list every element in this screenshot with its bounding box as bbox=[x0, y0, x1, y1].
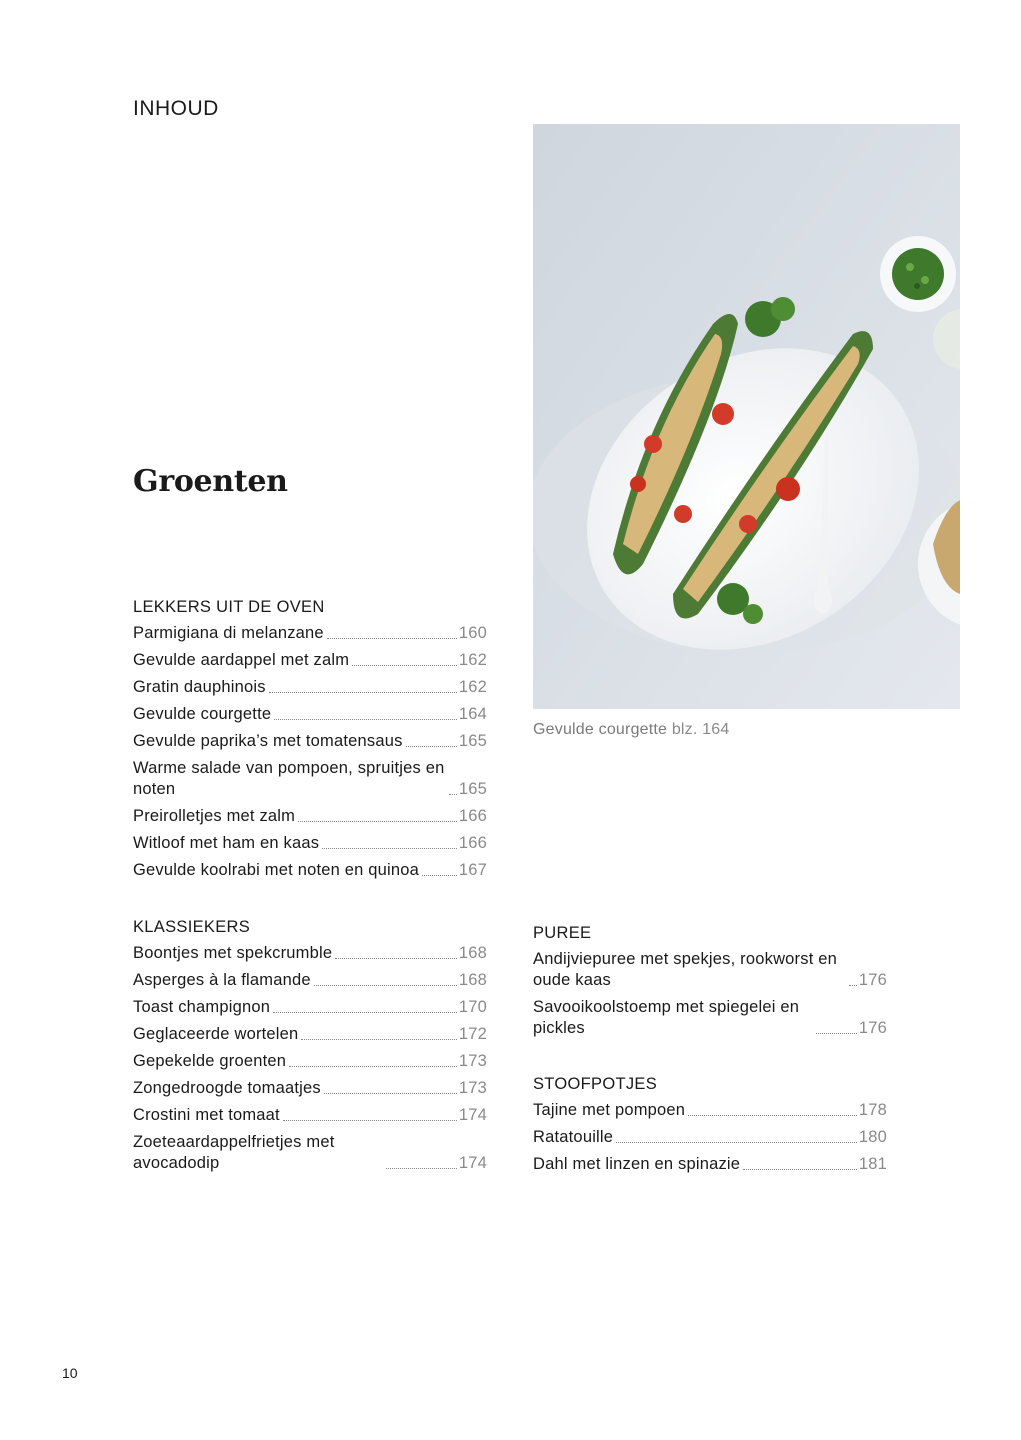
entry-page: 167 bbox=[458, 861, 487, 879]
section-title: STOOFPOTJES bbox=[533, 1075, 658, 1093]
entry-title: Warme salade van pompoen, spruitjes en noten bbox=[133, 759, 445, 798]
section-oven bbox=[133, 596, 487, 887]
entry-page: 172 bbox=[458, 1025, 487, 1043]
entry-page: 166 bbox=[458, 834, 487, 852]
entry-title: Gevulde paprika’s met tomatensaus bbox=[133, 732, 403, 750]
leader-dots bbox=[849, 985, 857, 986]
section-stoofpotjes bbox=[533, 1073, 887, 1181]
leader-dots bbox=[289, 1066, 457, 1067]
toc-entry[interactable] bbox=[133, 997, 487, 1018]
entry-page: 174 bbox=[458, 1154, 487, 1172]
entry-page: 180 bbox=[858, 1128, 887, 1146]
entry-page: 168 bbox=[458, 944, 487, 962]
page-header: INHOUD bbox=[133, 97, 219, 120]
toc-entry[interactable] bbox=[133, 704, 487, 725]
toc-entry[interactable] bbox=[133, 943, 487, 964]
entry-title: Geglaceerde wortelen bbox=[133, 1025, 299, 1043]
entry-title: Zongedroogde tomaatjes bbox=[133, 1079, 321, 1097]
toc-entry[interactable] bbox=[133, 1105, 487, 1126]
leader-dots bbox=[816, 1033, 857, 1034]
entry-title: Asperges à la flamande bbox=[133, 971, 311, 989]
leader-dots bbox=[616, 1142, 857, 1143]
leader-dots bbox=[386, 1168, 457, 1169]
section-title: PUREE bbox=[533, 924, 592, 942]
toc-entry[interactable] bbox=[133, 758, 487, 800]
entry-page: 176 bbox=[858, 1019, 887, 1037]
chapter-title: Groenten bbox=[133, 464, 288, 499]
leader-dots bbox=[335, 958, 457, 959]
toc-entry[interactable] bbox=[133, 970, 487, 991]
entry-title: Ratatouille bbox=[533, 1128, 614, 1146]
leader-dots bbox=[322, 848, 457, 849]
entry-page: 176 bbox=[858, 971, 887, 989]
leader-dots bbox=[324, 1093, 457, 1094]
toc-entry[interactable] bbox=[133, 1024, 487, 1045]
entry-title: Tajine met pompoen bbox=[533, 1101, 686, 1119]
entry-page: 173 bbox=[458, 1079, 487, 1097]
leader-dots bbox=[301, 1039, 456, 1040]
entry-title: Witloof met ham en kaas bbox=[133, 834, 320, 852]
section-puree bbox=[533, 922, 887, 1045]
entry-title: Gevulde koolrabi met noten en quinoa bbox=[133, 861, 420, 879]
entry-title: Gepekelde groenten bbox=[133, 1052, 287, 1070]
leader-dots bbox=[743, 1169, 857, 1170]
section-title: KLASSIEKERS bbox=[133, 918, 251, 936]
toc-entry[interactable] bbox=[533, 1127, 887, 1148]
leader-dots bbox=[352, 665, 457, 666]
dish-photo bbox=[533, 124, 960, 709]
toc-entry[interactable] bbox=[133, 677, 487, 698]
entry-page: 178 bbox=[858, 1101, 887, 1119]
caption-ref: blz. 164 bbox=[671, 721, 730, 738]
toc-entry[interactable] bbox=[133, 1132, 487, 1174]
leader-dots bbox=[449, 794, 457, 795]
toc-entry[interactable] bbox=[133, 833, 487, 854]
entry-page: 165 bbox=[458, 780, 487, 798]
entry-page: 162 bbox=[458, 651, 487, 669]
entry-title: Gevulde aardappel met zalm bbox=[133, 651, 350, 669]
entry-page: 160 bbox=[458, 624, 487, 642]
photo-caption bbox=[533, 721, 729, 739]
leader-dots bbox=[273, 1012, 457, 1013]
toc-entry[interactable] bbox=[133, 1078, 487, 1099]
entry-page: 170 bbox=[458, 998, 487, 1016]
section-klassiekers bbox=[133, 916, 487, 1180]
entry-page: 168 bbox=[458, 971, 487, 989]
entry-title: Gratin dauphinois bbox=[133, 678, 266, 696]
toc-entry[interactable] bbox=[533, 1154, 887, 1175]
entry-title: Toast champignon bbox=[133, 998, 271, 1016]
entry-page: 162 bbox=[458, 678, 487, 696]
leader-dots bbox=[298, 821, 457, 822]
leader-dots bbox=[314, 985, 457, 986]
toc-entry[interactable] bbox=[133, 731, 487, 752]
stuffed-zucchini-photo bbox=[533, 124, 960, 709]
toc-entry[interactable] bbox=[533, 949, 887, 991]
toc-entry[interactable] bbox=[133, 1051, 487, 1072]
leader-dots bbox=[283, 1120, 457, 1121]
entry-page: 173 bbox=[458, 1052, 487, 1070]
leader-dots bbox=[406, 746, 457, 747]
entry-title: Gevulde courgette bbox=[133, 705, 272, 723]
entry-title: Savooikoolstoemp met spiegelei en pickles bbox=[533, 998, 800, 1037]
entry-title: Zoeteaardappelfrietjes met avocadodip bbox=[133, 1133, 335, 1172]
leader-dots bbox=[422, 875, 457, 876]
toc-entry[interactable] bbox=[133, 623, 487, 644]
entry-page: 174 bbox=[458, 1106, 487, 1124]
toc-entry[interactable] bbox=[533, 997, 887, 1039]
toc-entry[interactable] bbox=[133, 860, 487, 881]
toc-entry[interactable] bbox=[133, 650, 487, 671]
entry-title: Boontjes met spekcrumble bbox=[133, 944, 333, 962]
leader-dots bbox=[274, 719, 457, 720]
entry-page: 166 bbox=[458, 807, 487, 825]
entry-title: Preirolletjes met zalm bbox=[133, 807, 296, 825]
entry-title: Andijviepuree met spekjes, rookworst en oude kaas bbox=[533, 950, 838, 989]
leader-dots bbox=[688, 1115, 857, 1116]
entry-page: 181 bbox=[858, 1155, 887, 1173]
leader-dots bbox=[327, 638, 457, 639]
entry-title: Dahl met linzen en spinazie bbox=[533, 1155, 741, 1173]
entry-title: Crostini met tomaat bbox=[133, 1106, 280, 1124]
entry-title: Parmigiana di melanzane bbox=[133, 624, 324, 642]
leader-dots bbox=[269, 692, 457, 693]
caption-title: Gevulde courgette bbox=[533, 721, 668, 738]
toc-entry[interactable] bbox=[533, 1100, 887, 1121]
entry-page: 164 bbox=[458, 705, 487, 723]
page-number: 10 bbox=[62, 1365, 78, 1381]
entry-page: 165 bbox=[458, 732, 487, 750]
section-title: LEKKERS UIT DE OVEN bbox=[133, 598, 325, 616]
toc-entry[interactable] bbox=[133, 806, 487, 827]
